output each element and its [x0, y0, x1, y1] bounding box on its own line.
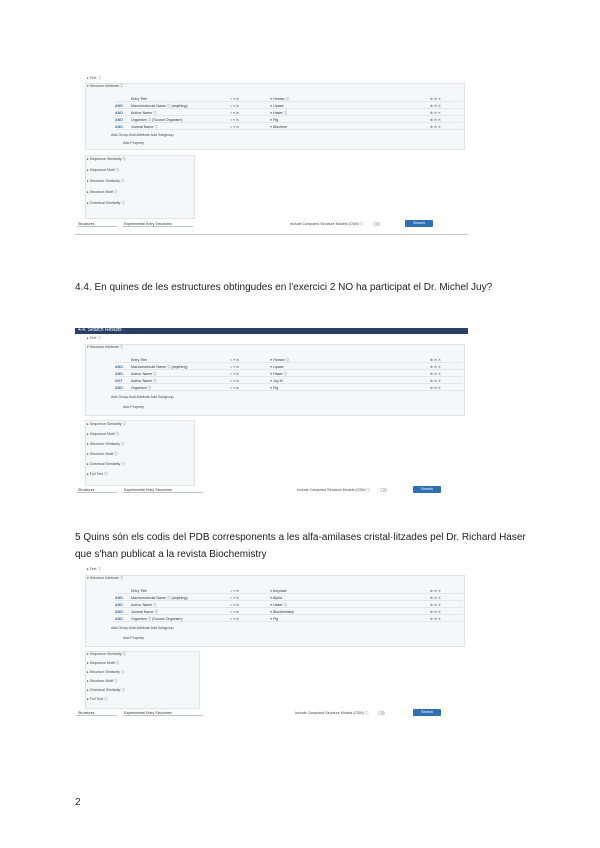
text-section[interactable]: ▸ Text ⓘ: [87, 76, 101, 80]
section-item[interactable]: ▸ Structure Motif ⓘ: [87, 679, 118, 683]
csm-label: Include Computed Structure Models (CSM) ⓘ: [297, 488, 371, 492]
structure-type-select[interactable]: Experimental Entry Structures: [123, 221, 193, 227]
section-item[interactable]: ▸ Sequence Motif ⓘ: [87, 168, 120, 172]
table-row: AND Macromolecule Name ⓘ (anything) = ≡ is ≡ Lipase ⊕ ⊖ ✕: [115, 103, 463, 109]
table-row: AND Journal Name ⓘ = ≡ is ≡ Biochemistry ⊕ ⊖ ✕: [115, 609, 463, 615]
section-item[interactable]: ▸ Structure Similarity ⓘ: [87, 179, 125, 183]
section-item[interactable]: ▸ Sequence Motif ⓘ: [87, 661, 120, 665]
structure-attribute-section[interactable]: ▾ Structure Attribute ⓘ: [87, 345, 124, 349]
csm-toggle[interactable]: [380, 488, 387, 492]
question-4-4: 4.4. En quines de les estructures obtingudes en l'exercici 2 NO ha participat el Dr. Michel Juy?: [75, 282, 493, 293]
return-type-select[interactable]: Structures: [77, 221, 117, 227]
section-item[interactable]: ▸ Structure Motif ⓘ: [87, 190, 118, 194]
search-screenshot-1: [75, 75, 468, 235]
table-row: AND Author Name ⓘ = ≡ is ≡ Haser ⓘ ⊕ ⊖ ✕: [115, 602, 463, 608]
section-item[interactable]: ▸ Chemical Similarity ⓘ: [87, 201, 125, 205]
add-group-links[interactable]: Add Group Add Attribute Add Subgroup: [111, 626, 174, 630]
table-row: AND Macromolecule Name ⓘ (anything) = ≡ is ≡ Lipase ⊕ ⊖ ✕: [115, 364, 463, 370]
section-item[interactable]: ▸ Sequence Similarity ⓘ: [87, 157, 127, 161]
csm-toggle[interactable]: [378, 711, 385, 715]
table-row: AND Organism ⓘ = ≡ is ≡ Pig ⊕ ⊖ ✕: [115, 385, 463, 391]
csm-label: Include Computed Structure Models (CSM) ⓘ: [290, 222, 364, 226]
add-property-link[interactable]: Add Property: [123, 405, 144, 409]
search-button[interactable]: Search: [413, 486, 441, 493]
section-item[interactable]: ▸ Sequence Similarity ⓘ: [87, 652, 127, 656]
search-sections-panel: [85, 155, 195, 219]
return-type-select[interactable]: Structures: [77, 487, 117, 493]
table-row: AND Author Name ⓘ = ≡ is ≡ Haser ⓘ ⊕ ⊖ ✕: [115, 371, 463, 377]
csm-toggle[interactable]: [373, 222, 380, 226]
section-item[interactable]: ▸ Full Text ⓘ: [87, 697, 108, 701]
csm-label: Include Computed Structure Models (CSM) ⓘ: [295, 711, 369, 715]
section-item[interactable]: ▸ Sequence Similarity ⓘ: [87, 422, 127, 426]
search-screenshot-2: [75, 328, 468, 498]
add-group-links[interactable]: Add Group Add Attribute Add Subgroup: [111, 395, 174, 399]
header-label: 4.4. Search Results: [78, 328, 122, 333]
divider: [75, 234, 468, 235]
search-screenshot-3: [75, 565, 468, 720]
structure-attribute-section[interactable]: ▾ Structure Attribute ⓘ: [87, 84, 124, 88]
section-item[interactable]: ▸ Chemical Similarity ⓘ: [87, 688, 125, 692]
table-row: NOT Author Name ⓘ = ≡ is ≡ Juy M ⊕ ⊖ ✕: [115, 378, 463, 384]
page-number: 2: [75, 797, 81, 808]
add-group-links[interactable]: Add Group Add Attribute Add Subgroup: [111, 133, 174, 137]
table-row: AND Journal Name ⓘ = ≡ is ≡ Biochem ⊕ ⊖ ✕: [115, 124, 463, 130]
text-section[interactable]: ▸ Text ⓘ: [87, 567, 101, 571]
section-item[interactable]: ▸ Full Text ⓘ: [87, 472, 108, 476]
text-section[interactable]: ▸ Text ⓘ: [87, 336, 101, 340]
section-item[interactable]: ▸ Structure Similarity ⓘ: [87, 670, 125, 674]
return-type-select[interactable]: Structures: [77, 710, 117, 716]
add-property-link[interactable]: Add Property: [123, 636, 144, 640]
table-row: AND Macromolecule Name ⓘ (anything) = ≡ is ≡ Alpha ⊕ ⊖ ✕: [115, 595, 463, 601]
section-item[interactable]: ▸ Chemical Similarity ⓘ: [87, 462, 125, 466]
structure-type-select[interactable]: Experimental Entry Structures: [123, 487, 203, 493]
table-row: Entry Title = ≡ is ≡ Human ⓘ ⊕ ⊖ ✕: [115, 357, 463, 363]
structure-type-select[interactable]: Experimental Entry Structures: [123, 710, 203, 716]
section-item[interactable]: ▸ Sequence Motif ⓘ: [87, 432, 120, 436]
search-button[interactable]: Search: [405, 220, 433, 227]
table-row: Entry Title = ≡ is ≡ Human ⓘ ⊕ ⊖ ✕: [115, 96, 463, 102]
question-5: 5 Quins són els codis del PDB corresponents a les alfa-amilases cristal·litzades pel Dr. Richard Haser que s'han publicat a la revista Biochemistry: [75, 532, 526, 560]
section-item[interactable]: ▸ Structure Motif ⓘ: [87, 452, 118, 456]
table-row: AND Author Name ⓘ = ≡ is ≡ Haser ⓘ ⊕ ⊖ ✕: [115, 110, 463, 116]
search-button[interactable]: Search: [413, 709, 441, 716]
table-row: Entry Title = ≡ is ≡ Amylase ⊕ ⊖ ✕: [115, 588, 463, 594]
table-row: AND Organism ⓘ (Source Organism) = ≡ is ≡ Pig ⊕ ⊖ ✕: [115, 117, 463, 123]
add-property-link[interactable]: Add Property: [123, 141, 144, 145]
table-row: AND Organism ⓘ (Source Organism) = ≡ is ≡ Pig ⊕ ⊖ ✕: [115, 616, 463, 622]
structure-attribute-section[interactable]: ▾ Structure Attribute ⓘ: [87, 576, 124, 580]
section-item[interactable]: ▸ Structure Similarity ⓘ: [87, 442, 125, 446]
header-bar: [75, 328, 468, 334]
